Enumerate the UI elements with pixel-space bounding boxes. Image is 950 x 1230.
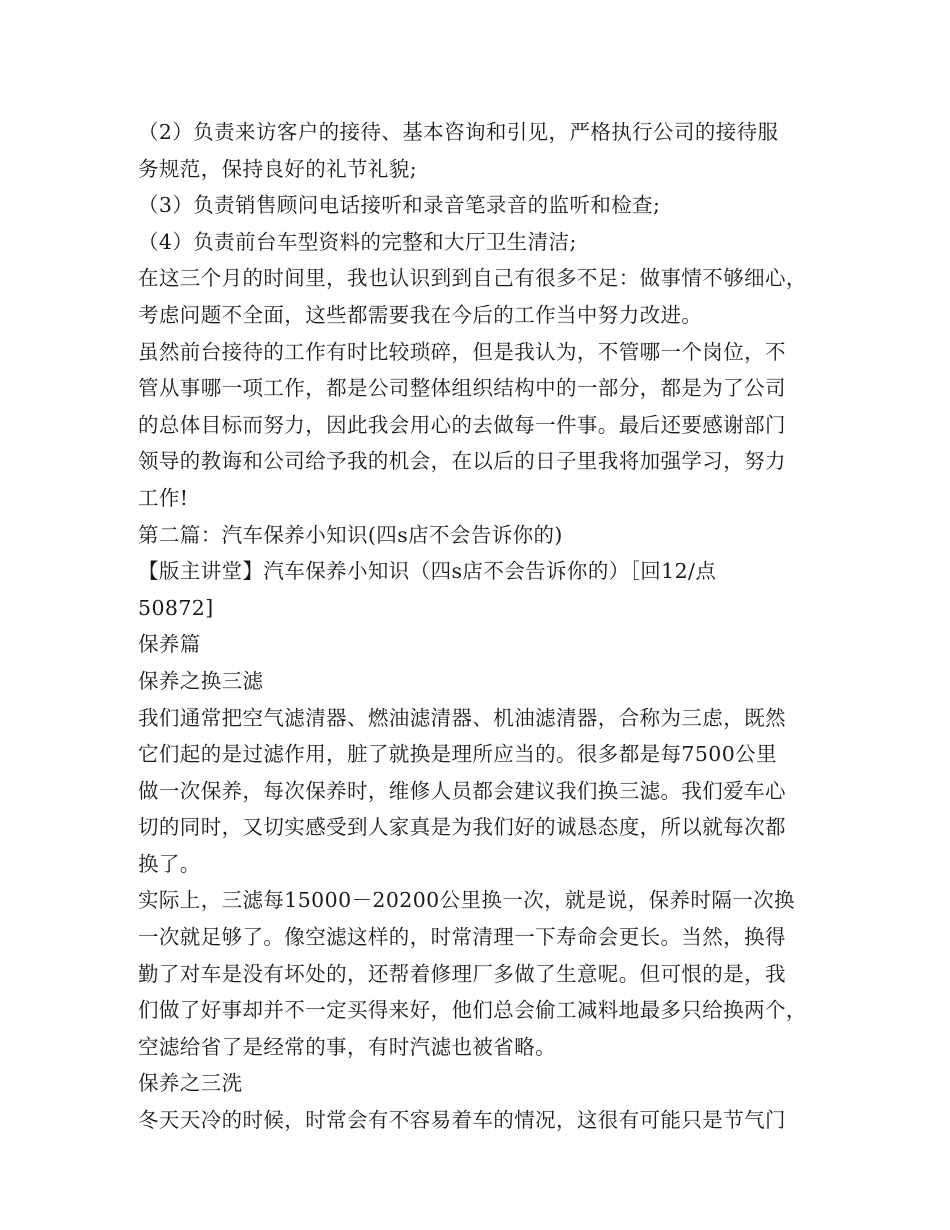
text-line: 【版主讲堂】汽车保养小知识（四s店不会告诉你的）［回12/点 <box>138 559 717 584</box>
text-line: 工作! <box>138 485 189 510</box>
text-line: 切的同时，又切实感受到人家真是为我们好的诚恳态度，所以就每次都 <box>138 815 786 840</box>
text-line: （3）负责销售顾问电话接听和录音笔录音的监听和检查; <box>138 193 661 218</box>
text-line: 管从事哪一项工作，都是公司整体组织结构中的一部分，都是为了公司 <box>138 376 786 401</box>
text-line: 冬天天冷的时候，时常会有不容易着车的情况，这很有可能只是节气门 <box>138 1108 786 1133</box>
text-line: 考虑问题不全面，这些都需要我在今后的工作当中努力改进。 <box>138 302 703 327</box>
text-line: 我们通常把空气滤清器、燃油滤清器、机油滤清器，合称为三虑，既然 <box>138 705 786 730</box>
text-line: 领导的教诲和公司给予我的机会，在以后的日子里我将加强学习，努力 <box>138 449 786 474</box>
subheading: 保养之三洗 <box>138 1071 243 1096</box>
text-line: 一次就足够了。像空滤这样的，时常清理一下寿命会更长。当然，换得 <box>138 925 786 950</box>
text-line: 虽然前台接待的工作有时比较琐碎，但是我认为，不管哪一个岗位，不 <box>138 339 786 364</box>
section-heading: 第二篇：汽车保养小知识(四s店不会告诉你的) <box>138 522 563 547</box>
document-body <box>138 114 828 1139</box>
text-line: 它们起的是过滤作用，脏了就换是理所应当的。很多都是每7500公里 <box>138 742 777 767</box>
text-line: 实际上，三滤每15000－20200公里换一次，就是说，保养时隔一次换 <box>138 888 795 913</box>
text-line: 的总体目标而努力，因此我会用心的去做每一件事。最后还要感谢部门 <box>138 412 786 437</box>
text-line: 空滤给省了是经常的事，有时汽滤也被省略。 <box>138 1034 556 1059</box>
text-line: 在这三个月的时间里，我也认识到到自己有很多不足：做事情不够细心， <box>138 266 807 291</box>
text-line: 做一次保养，每次保养时，维修人员都会建议我们换三滤。我们爱车心 <box>138 778 786 803</box>
text-line: 换了。 <box>138 851 201 876</box>
text-line: 50872] <box>138 595 214 620</box>
subheading: 保养之换三滤 <box>138 668 264 693</box>
text-line: 们做了好事却并不一定买得来好，他们总会偷工减料地最多只给换两个， <box>138 998 807 1023</box>
text-line: （2）负责来访客户的接待、基本咨询和引见，严格执行公司的接待服 <box>138 120 779 144</box>
text-line: 务规范，保持良好的礼节礼貌; <box>138 156 418 181</box>
subheading: 保养篇 <box>138 632 201 657</box>
text-line: （4）负责前台车型资料的完整和大厅卫生清洁; <box>138 229 577 254</box>
text-line: 勤了对车是没有坏处的，还帮着修理厂多做了生意呢。但可恨的是，我 <box>138 961 786 986</box>
